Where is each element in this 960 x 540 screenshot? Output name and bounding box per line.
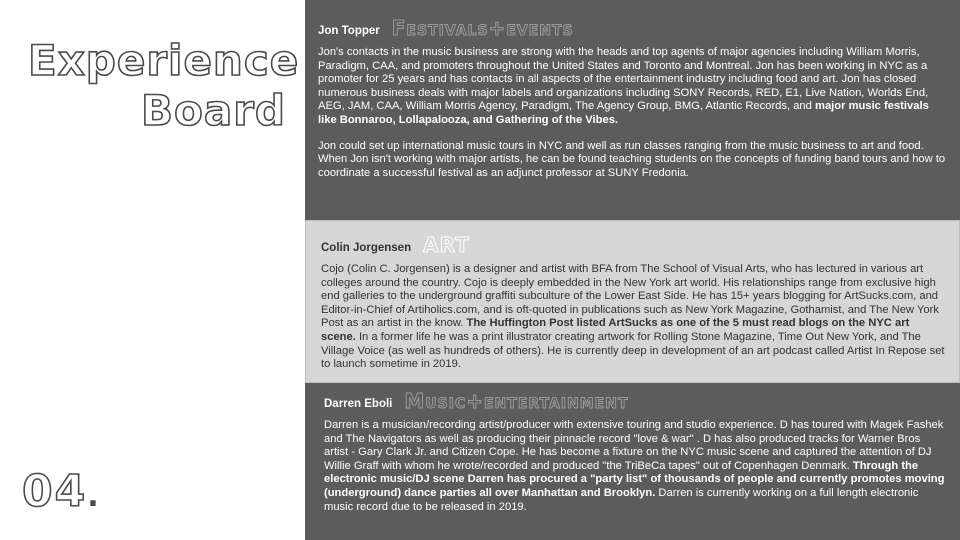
bio-highlight: The Huffington Post listed ArtSucks as one of the 5 must read blogs on the NYC art scene.: [321, 317, 910, 343]
title-line-2: Board: [141, 86, 286, 135]
section-jon-topper: [305, 0, 960, 220]
section-header: [321, 231, 945, 257]
person-name: Colin Jorgensen: [321, 242, 412, 254]
bio-text: In a former life he was a print illustrator creating artwork for Rolling Stone Magazine, Time Out New York, and The Village Voice (as well as hundreds of others). He is currently deep in development of an art podcast called Artist In Repose set to launch sometime in 2019.: [321, 330, 945, 371]
bio-text: Darren is currently working on a full length electronic music record due to be released in 2019.: [324, 486, 919, 513]
slide-number: [22, 466, 101, 517]
slide-number-value: 04: [22, 466, 88, 517]
slide-number-dot: .: [87, 479, 101, 514]
category-label: ART: [423, 233, 470, 257]
page-title: [28, 36, 300, 136]
bio-paragraph: Jon could set up international music tours in NYC and well as run classes ranging from the music business to art and food. When Jon isn't working with major artists, he can be found teaching students on the concepts of funding band tours and how to coordinate a successful festival as an adjunct professor at SUNY Fredonia.: [318, 139, 946, 179]
bio-highlight: Through the electronic music/DJ scene Darren has procured a "party list" of thousands of people and currently promotes moving (underground) dance parties all over Manhattan and Brooklyn.: [324, 459, 945, 499]
section-darren-eboli: [305, 383, 960, 540]
bio-text: Jon's contacts in the music business are strong with the heads and top agents of major agencies including William Morris, Paradigm, CAA, and promoters throughout the United States and Toronto and Montreal. Jon has been working in NYC as a promoter for 25 years and has contacts in all aspects of the entertainment industry including food and art. Jon has closed numerous business deals with major labels and organizations including SONY Records, RED, E1, Live Nation, Worlds End, AEG, JAM, CAA, William Morris Agency, Paradigm, The Agency Group, BMG, Atlantic Records, and: [318, 46, 929, 113]
person-name: Darren Eboli: [324, 398, 393, 410]
bio-text: Cojo (Colin C. Jorgensen) is a designer and artist with BFA from The School of Visual Arts, who has lectured in various art colleges around the country. Cojo is deeply embedded in the New York art world. His relationships range from exclusive high end galleries to the underground graffiti subculture of the Lower East Side. He has 15+ years blogging for ArtSucks.com, and Editor-in-Chief of Artiholics.com, and is oft-quoted in publications such as New York Magazine, Gothamist, and The New York Post as an artist in the know.: [321, 263, 939, 330]
category-label: Festivals+events: [391, 16, 574, 40]
section-colin-jorgensen: [305, 220, 960, 383]
section-header: [324, 387, 946, 413]
bio-paragraph: [318, 46, 946, 128]
category-label: Music+entertainment: [404, 389, 629, 413]
bio-highlight: major music festivals like Bonnaroo, Lollapalooza, and Gathering of the Vibes.: [318, 100, 929, 126]
bio-paragraph: [321, 263, 945, 372]
title-line-1: Experience: [28, 36, 300, 85]
person-name: Jon Topper: [318, 25, 380, 37]
bio-text: Darren is a musician/recording artist/producer with extensive touring and studio experience. D has toured with Magek Fashek and The Navigators as well as producing their pinnacle record "love & war" . D has also produced tracks for Warner Bros artist - Gary Clark Jr. and Citizen Cope. He has become a fixture on the NYC music scene and captured the attention of DJ Willie Graff with whom he wrote/recorded and produced "the TriBeCa tapes" out of Copenhagen Denmark.: [324, 419, 944, 472]
bio-paragraph: [324, 419, 946, 514]
section-header: [318, 14, 946, 40]
